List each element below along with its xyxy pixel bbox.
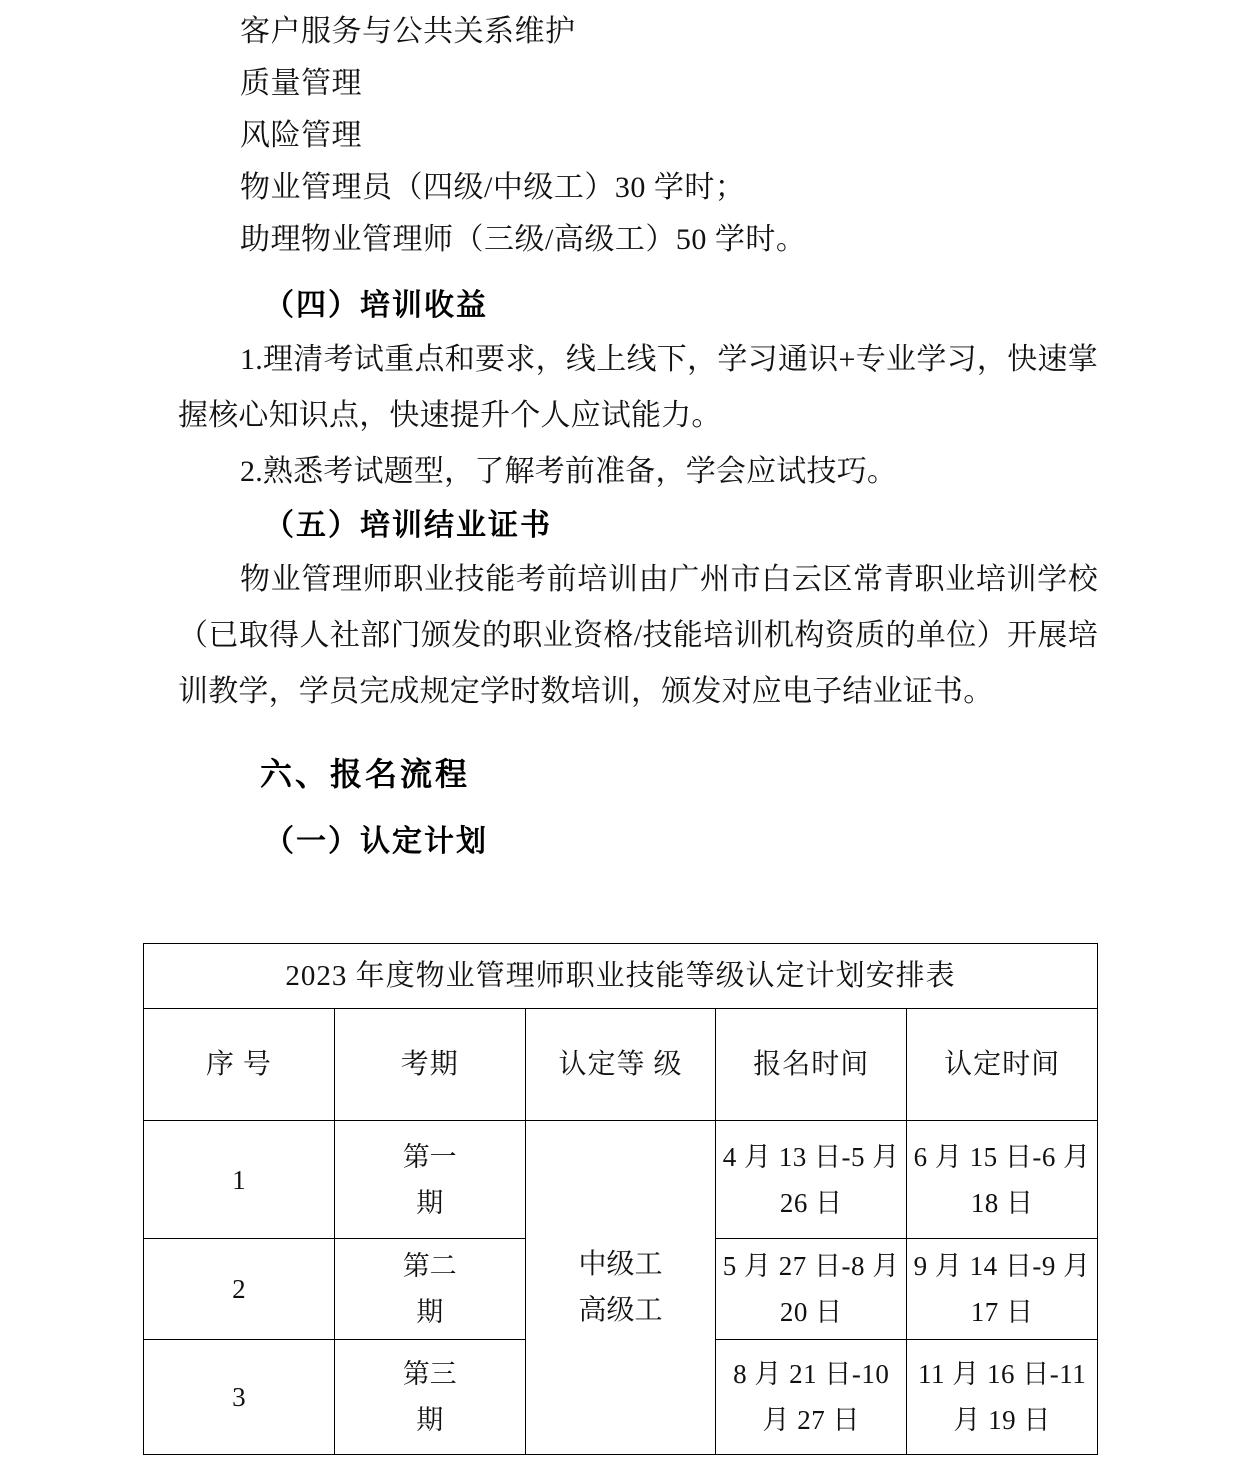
certification-plan-table [143,943,1098,1455]
cell-index: 1 [144,1121,335,1239]
hours-property-manager-level4: 物业管理员（四级/中级工）30 学时； [240,171,746,204]
benefit-item-2: 2.熟悉考试题型，了解考前准备，学会应试技巧。 [240,455,898,488]
certification-plan-table-container [143,943,1098,1455]
column-header-index: 序 号 [144,1009,335,1121]
course-item-customer-service: 客户服务与公共关系维护 [240,15,576,48]
cell-term [334,1340,525,1455]
course-item-risk-management: 风险管理 [240,119,362,152]
heading-section-four: （四）培训收益 [264,289,488,322]
cell-registration-time: 8 月 21 日-10 月 27 日 [716,1340,907,1455]
cell-term [334,1121,525,1239]
cell-registration-time: 4 月 13 日-5 月 26 日 [716,1121,907,1239]
benefit-item-1: 1.理清考试重点和要求，线上线下，学习通识+专业学习，快速掌握核心知识点，快速提升个人应试能力。 [178,343,1098,432]
column-header-term: 考期 [334,1009,525,1121]
spacer [178,720,1098,746]
cell-level-line2: 高级工 [578,1294,663,1326]
cell-level-merged [525,1121,716,1455]
table-title-row [144,944,1098,1009]
table-title: 2023 年度物业管理师职业技能等级认定计划安排表 [144,944,1098,1009]
cell-index: 3 [144,1340,335,1455]
cell-term-line1: 第二 [402,1251,457,1281]
hours-assistant-manager-level3: 助理物业管理师（三级/高级工）50 学时。 [240,223,807,256]
column-header-registration-time: 报名时间 [716,1009,907,1121]
cell-term-line2: 期 [416,1187,444,1218]
cell-certification-time: 11 月 16 日-11 月 19 日 [907,1340,1098,1455]
table-row [144,1121,1098,1239]
cell-certification-time: 9 月 14 日-9 月 17 日 [907,1239,1098,1340]
cell-term-line1: 第三 [402,1359,457,1389]
spacer [178,266,1098,280]
cell-term-line1: 第一 [402,1141,457,1172]
spacer [178,802,1098,816]
heading-section-six-sub-one: （一）认定计划 [264,825,488,858]
heading-section-five: （五）培训结业证书 [264,509,552,542]
cell-term-line2: 期 [416,1405,444,1435]
course-item-quality-management: 质量管理 [240,67,362,100]
cell-level-line1: 中级工 [578,1248,663,1280]
certificate-paragraph: 物业管理师职业技能考前培训由广州市白云区常青职业培训学校（已取得人社部门颁发的职业资格/技能培训机构资质的单位）开展培训教学，学员完成规定学时数培训，颁发对应电子结业证书。 [178,563,1098,708]
cell-index: 2 [144,1239,335,1340]
cell-term-line2: 期 [416,1297,444,1327]
heading-section-six: 六、报名流程 [260,756,471,792]
table-header-row [144,1009,1098,1121]
cell-registration-time: 5 月 27 日-8 月 20 日 [716,1239,907,1340]
column-header-certification-time: 认定时间 [907,1009,1098,1121]
document-text-body [178,6,1098,868]
cell-certification-time: 6 月 15 日-6 月 18 日 [907,1121,1098,1239]
cell-term [334,1239,525,1340]
column-header-level: 认定等 级 [525,1009,716,1121]
